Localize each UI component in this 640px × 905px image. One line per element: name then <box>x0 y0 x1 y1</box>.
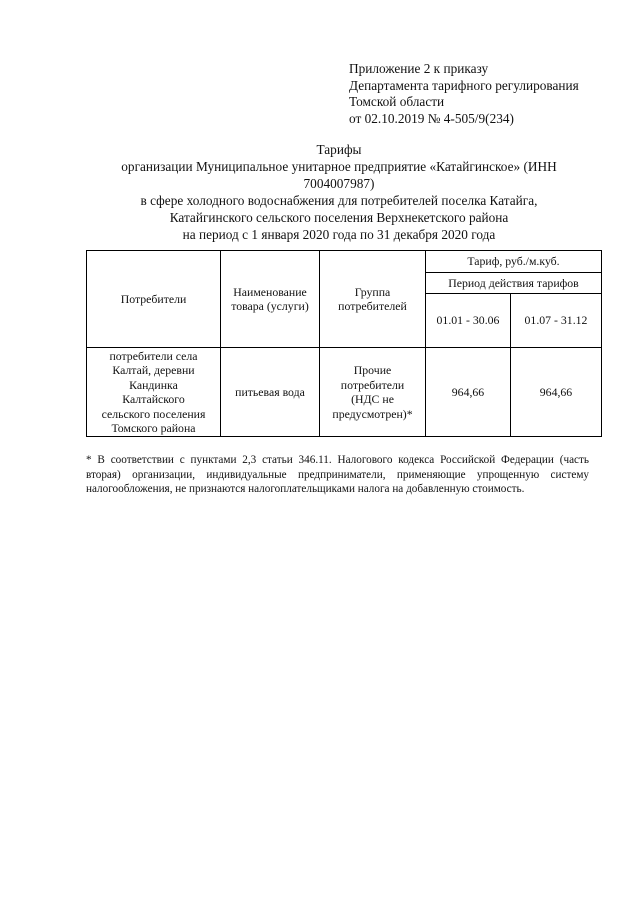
cell-consumers-line: Калтай, деревни <box>112 363 195 377</box>
header-tariff: Тариф, руб./м.куб. <box>426 251 602 273</box>
appendix-line: от 02.10.2019 № 4-505/9(234) <box>349 110 514 126</box>
heading-line: в сфере холодного водоснабжения для потребителей поселка Катайга, <box>140 193 538 208</box>
cell-group-line: Прочие <box>353 363 392 377</box>
tariff-table <box>86 250 602 437</box>
header-product-line: товара (услуги) <box>231 299 309 313</box>
header-consumers: Потребители <box>87 251 221 348</box>
heading-line: на период с 1 января 2020 года по 31 декабря 2020 года <box>182 227 496 242</box>
cell-tariff-second: 964,66 <box>511 348 602 437</box>
cell-consumers-line: Кандинка <box>129 377 178 392</box>
header-group <box>320 251 426 348</box>
heading-line: Катайгинского сельского поселения Верхнекетского района <box>169 210 509 225</box>
header-group-line: потребителей <box>338 299 407 313</box>
appendix-block <box>349 61 579 127</box>
cell-group-line: (НДС не <box>351 392 394 406</box>
document-title: Тарифы <box>316 142 362 157</box>
cell-consumers <box>87 348 221 437</box>
appendix-line: Приложение 2 к приказу <box>349 61 489 76</box>
header-product-line: Наименование <box>233 284 307 299</box>
cell-group-line: потребители <box>340 377 405 392</box>
table-row <box>87 348 602 437</box>
cell-group-line: предусмотрен)* <box>332 406 413 421</box>
header-period-second: 01.07 - 31.12 <box>511 294 602 348</box>
footnote: * В соответствии с пунктами 2,3 статьи 346.11. Налогового кодекса Российской Федерации (часть вторая) организации, индивидуальные предприниматели, применяющие упрощенную систему налогообложения, не признаются налогоплательщиками налога на добавленную стоимость. <box>86 454 589 496</box>
header-period: Период действия тарифов <box>426 273 602 294</box>
cell-consumers-line: Томского района <box>111 421 196 435</box>
cell-product: питьевая вода <box>221 348 320 437</box>
header-group-line: Группа <box>354 284 391 299</box>
appendix-line: Томской области <box>349 94 445 109</box>
heading-line: организации Муниципальное унитарное предприятие «Катайгинское» (ИНН <box>121 159 557 174</box>
cell-consumers-line: потребители села <box>109 348 198 363</box>
cell-tariff-first: 964,66 <box>426 348 511 437</box>
appendix-line: Департамента тарифного регулирования <box>349 77 579 93</box>
header-period-first: 01.01 - 30.06 <box>426 294 511 348</box>
document-heading <box>60 141 618 243</box>
cell-group <box>320 348 426 437</box>
cell-consumers-line: сельского поселения <box>101 406 206 421</box>
cell-consumers-line: Калтайского <box>122 392 185 406</box>
heading-line: 7004007987) <box>303 176 375 191</box>
header-product <box>221 251 320 348</box>
